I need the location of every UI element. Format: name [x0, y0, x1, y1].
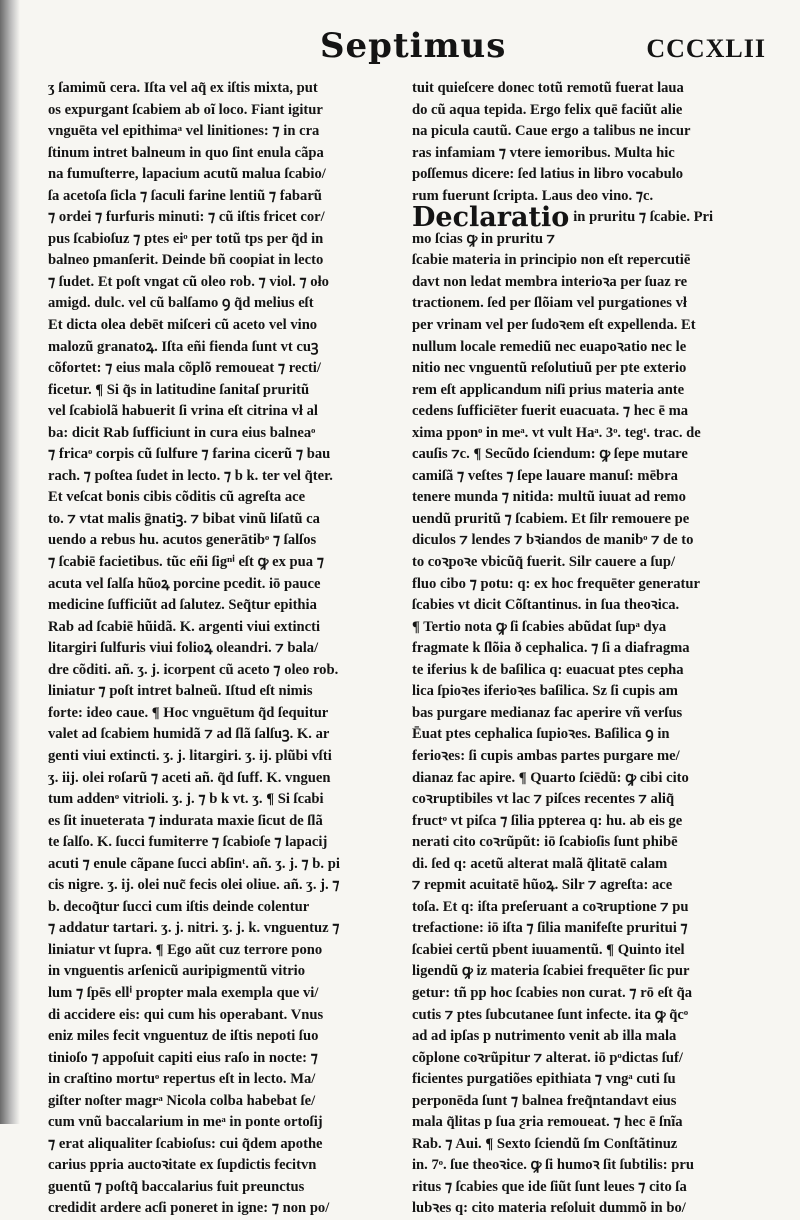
left-column-line [48, 703, 398, 725]
left-column-line-text: ʒ ſamimũ cera. Iſta vel aq̃ ex iſtis mixta, put [48, 80, 318, 96]
right-column-line-text: ritus ⁊ ſcabies que ide ſiũt ſunt leues ⁊ cito ſa [412, 1178, 687, 1195]
right-column-line [412, 918, 778, 940]
right-column-line [412, 789, 778, 811]
right-column-line [412, 875, 778, 897]
right-column-line-text: cedens ſufficiēter fuerit euacuata. ⁊ hec ē ma [412, 403, 689, 420]
right-column-line-text: Rab. ⁊ Aui. ¶ Sexto ſciendũ ſm Conſtãtinuz [412, 1135, 678, 1152]
left-column-line-text: ⁊ ordei ⁊ furfuris minuti: ⁊ cũ iſtis fricet cor/ [48, 209, 325, 226]
left-column-line-text: in vnguentis arſenicũ auripigmentũ vitrio [48, 963, 306, 980]
right-column-line-text: trefactione: iō iſta ⁊ ſilia manifeſte pruritui ⁊ [412, 920, 688, 937]
left-column-line [48, 1155, 398, 1177]
left-column-line [48, 207, 398, 229]
left-column-line-text: eniz miles fecit vnguentuz de iſtis nepoti ſuo [48, 1028, 319, 1045]
right-column-line-text: xima pponᵒ in meᵃ. vt vult Haᵃ. 3ᵒ. tegᵗ. trac. de [412, 424, 701, 441]
left-column-line-text: acuti ⁊ enule cãpane ſucci abſinᵗ. añ. ʒ. j. ⁊ b. pi [48, 855, 340, 872]
right-column-line-text: ⁊ repmit acuitatē hũoꝝ. Silr ⁊ agreſta: ace [412, 877, 673, 894]
right-column-line [412, 1069, 778, 1091]
right-column-line-text: fragmate k ſlõia ð cephalica. ⁊ ſi a diafragma [412, 640, 690, 657]
left-column-line [48, 1069, 398, 1091]
left-column-line-text: te ſalſo. K. ſucci fumiterre ⁊ ſcabioſe ⁊ lapacij [48, 834, 328, 851]
right-column-line [412, 1155, 778, 1177]
left-column-line [48, 854, 398, 876]
running-head: Septimus [320, 26, 507, 66]
left-column-line-text: forte: ideo caue. ¶ Hoc vnguētum q̃d ſequitur [48, 704, 329, 721]
right-column-line-text: na picula cautũ. Caue ergo a talibus ne incur [412, 123, 691, 140]
right-column-line-text: coꝛruptibiles vt lac ⁊ piſces recentes ⁊ aliq̃ [412, 791, 675, 808]
right-column-line [412, 202, 778, 234]
right-column-line [412, 1134, 778, 1156]
right-column-line [412, 423, 778, 445]
left-column-line [48, 78, 398, 100]
right-column-line-text: tuit quieſcere donec totũ remotũ fuerat laua [412, 80, 684, 96]
right-column-line [412, 1177, 778, 1199]
right-column-line-text: cõplone coꝛrũpitur ⁊ alterat. iō pᵒdictas ſuf/ [412, 1049, 683, 1066]
left-column-line [48, 918, 398, 940]
left-column-line [48, 1198, 398, 1220]
right-column-line-text: bas purgare medianaz fac aperire vñ verſus [412, 704, 683, 721]
left-column-line [48, 660, 398, 682]
left-column-line [48, 789, 398, 811]
left-column-line [48, 293, 398, 315]
right-column-line-text: tenere munda ⁊ nitida: multũ iuuat ad remo [412, 489, 686, 506]
right-column-line-text: ligendũ ꝙ iz materia ſcabiei frequēter ſic pur [412, 963, 690, 980]
right-column-line [412, 746, 778, 768]
right-column-line-text: getur: tñ pp hoc ſcabies non curat. ⁊ rō eſt q̃a [412, 984, 693, 1001]
right-column-line [412, 1005, 778, 1027]
right-column-line [412, 487, 778, 509]
right-column-line-text: ferioꝛes: ſi cupis ambas partes purgare me/ [412, 747, 680, 764]
right-column-line [412, 164, 778, 186]
left-column-line-text: ⁊ ſcabiē facietibus. tũc eñi ſigⁿⁱ eſt ꝙ ex pua ⁊ [48, 554, 324, 571]
right-column-line-text: uendũ pruritũ ⁊ ſcabiem. Et ſilr remouere pe [412, 510, 690, 527]
right-column-line-text: fluo cibo ⁊ potu: q: ex hoc frequēter generatur [412, 575, 701, 592]
left-column-line-text: di accidere eis: qui cum his operabant. Vnus [48, 1006, 324, 1023]
right-column-line [412, 315, 778, 337]
left-column-line-text: pus ſcabioſuz ⁊ ptes eiᵒ per totũ tps per q̃d in [48, 230, 324, 247]
folio-number: CCCXLII [646, 34, 766, 63]
right-column-line [412, 272, 778, 294]
right-column-line [412, 832, 778, 854]
left-column-line-text: cum vnũ baccalarium in meᵃ in ponte ortoſij [48, 1114, 323, 1131]
left-column-line [48, 487, 398, 509]
left-column-line [48, 1005, 398, 1027]
right-column-line [412, 681, 778, 703]
left-column-line-text: acuta vel ſalſa hũoꝝ porcine pcedit. iō pauce [48, 575, 321, 592]
left-column-line [48, 337, 398, 359]
text-column-right [412, 78, 778, 1220]
right-column-line-text: tractionem. ſed per ſlõiam vel purgationes vł [412, 295, 687, 312]
right-column-line-text: per vrinam vel per ſudoꝛem eſt expellenda. Et [412, 317, 696, 334]
left-column-line [48, 1134, 398, 1156]
left-column-line-text: cis nigre. ʒ. ij. olei nuc̃ fecis olei oliue. añ. ʒ. j. ⁊ [48, 877, 340, 894]
left-column-line [48, 961, 398, 983]
left-column-line-text: medicine ſufficiũt ad ſalutez. Seq̃tur epithia [48, 597, 317, 614]
left-column-line [48, 509, 398, 531]
left-column-line-text: genti viui extincti. ʒ. j. litargiri. ʒ. ij. plũbi vſti [48, 747, 332, 764]
left-column-line-text: litargiri ſulfuris viui folioꝝ oleandri. ⁊ bala/ [48, 640, 319, 657]
left-column-line [48, 681, 398, 703]
right-column-line [412, 940, 778, 962]
left-column-line [48, 897, 398, 919]
left-column-line [48, 143, 398, 165]
left-column-line [48, 380, 398, 402]
right-column-line-text: nullum locale remediũ nec euapoꝛatio nec le [412, 338, 687, 355]
left-column-line-text: balneo pmanſerit. Deinde bñ coopiat in lecto [48, 252, 324, 269]
right-column-line-text: davt non ledat membra interioꝛa per ſuaz re [412, 273, 688, 290]
left-column-line [48, 940, 398, 962]
left-column-line-text: na fumuſterre, lapacium acutũ malua ſcabio/ [48, 166, 326, 183]
left-column-line [48, 164, 398, 186]
left-column-line-text: cõfortet: ⁊ eius mala cõplõ remoueat ⁊ recti/ [48, 360, 321, 377]
right-column-line [412, 724, 778, 746]
right-column-line-text: ſcabiei certũ pbent iuuamentũ. ¶ Quinto itel [412, 941, 685, 958]
right-column-line-text: nerati cito coꝛrũpũt: iō ſcabioſis ſunt phibē [412, 834, 678, 851]
right-column-line [412, 250, 778, 272]
text-column-left [48, 78, 398, 1220]
left-column-line [48, 250, 398, 272]
left-column-line [48, 875, 398, 897]
right-column-line [412, 1026, 778, 1048]
left-column-line [48, 1048, 398, 1070]
left-column-line-text: ſtinum intret balneum in quo ſint enula cãpa [48, 144, 324, 161]
left-column-line [48, 315, 398, 337]
right-column-line [412, 574, 778, 596]
left-column-line [48, 530, 398, 552]
right-column-line [412, 401, 778, 423]
right-column-line [412, 530, 778, 552]
right-column-line-text: toſa. Et q: iſta preſeruant a coꝛruptione ⁊ pu [412, 898, 689, 915]
left-column-line-text: liniatur ⁊ poſt intret balneũ. Iſtud eſt nimis [48, 683, 313, 700]
left-column-line [48, 100, 398, 122]
left-column-line-text: vel ſcabiolã habuerit ſi vrina eſt citrina vł al [48, 403, 318, 420]
right-column-line [412, 444, 778, 466]
right-column-line [412, 1048, 778, 1070]
right-column-line [412, 78, 778, 100]
right-column-line-text: lica ſpioꝛes iferioꝛes baſilica. Sz ſi cupis am [412, 683, 678, 700]
left-column-line [48, 595, 398, 617]
left-column-line [48, 574, 398, 596]
page-header [50, 20, 772, 72]
left-column-line-text: vnguēta vel epithimaᵃ vel linitiones: ⁊ in cra [48, 123, 320, 140]
left-column-line-text: ʒ. iij. olei roſarũ ⁊ aceti añ. q̃d ſuff. K. vnguen [48, 769, 331, 786]
right-column-line-text: ſcabies vt dicit Cõſtantinus. in ſua theoꝛica. [412, 597, 680, 614]
right-column-line-text: perponēda ſunt ⁊ balnea freq̃ntandavt eius [412, 1092, 677, 1109]
right-column-line [412, 703, 778, 725]
right-column-line-text: Ēuat ptes cephalica ſupioꝛes. Baſilica ꝯ in [412, 726, 670, 743]
right-column-line-text: ad ad ipſas p nutrimento venit ab illa mala [412, 1028, 677, 1045]
right-column-line [412, 897, 778, 919]
right-column-line-text: te iferius k de baſilica q: euacuat ptes cepha [412, 661, 684, 678]
right-column-line-text: lubꝛes q: cito materia reſoluit dummõ in bo/ [412, 1200, 686, 1217]
right-column-line-text: ras infamiam ⁊ vtere iemoribus. Multa hic [412, 144, 675, 161]
right-column-line-text: to coꝛpoꝛe vbicũq̃ fuerit. Silr cauere a ſup/ [412, 554, 676, 571]
left-column-line [48, 638, 398, 660]
left-column-line-text: uendo a rebus hu. acutos generātibᵒ ⁊ ſalſos [48, 532, 317, 549]
right-column-line-text: in pruritu ⁊ ſcabie. Pri [573, 209, 714, 226]
left-column-line-text: giſter noſter magrᵃ Nicola colba habebat ſe/ [48, 1092, 316, 1109]
left-column-line-text: Rab ad ſcabiē hũidã. K. argenti viui extincti [48, 618, 321, 635]
right-column-line-text: dianaz fac apire. ¶ Quarto ſciēdũ: ꝙ cibi cito [412, 769, 689, 786]
right-column-line-text: cutis ⁊ ptes ſubcutanee ſunt infecte. ita ꝙ q̃cᵒ [412, 1006, 689, 1023]
left-column-line-text: credidit ardere acſi poneret in igne: ⁊ non po/ [48, 1200, 330, 1217]
right-column-line [412, 961, 778, 983]
left-column-line-text: b. decoq̃tur ſucci cum iſtis deinde colentur [48, 898, 310, 915]
left-column-line [48, 121, 398, 143]
left-column-line [48, 1091, 398, 1113]
left-column-line-text: ſa acetoſa ſicla ⁊ ſaculi farine lentiũ ⁊ fabarũ [48, 187, 322, 204]
right-column-line [412, 595, 778, 617]
left-column-line-text: dre cõditi. añ. ʒ. j. icorpent cũ aceto ⁊ oleo rob. [48, 661, 339, 678]
left-column-line-text: valet ad ſcabiem humidã ⁊ ad ſlã ſalſuꝫ. K. ar [48, 726, 330, 743]
left-column-line-text: Et veſcat bonis cibis cõditis cũ agreſta ace [48, 489, 306, 506]
right-column-line [412, 466, 778, 488]
left-column-line-text: Et dicta olea debēt miſceri cũ aceto vel vino [48, 317, 318, 334]
right-column-line [412, 1198, 778, 1220]
left-column-line-text: in craſtino mortuᵒ repertus eſt in lecto. Ma/ [48, 1071, 316, 1088]
left-column-line-text: rach. ⁊ poſtea ſudet in lecto. ⁊ b k. ter vel q̃ter. [48, 467, 333, 484]
right-column-line [412, 509, 778, 531]
right-column-line-text: ¶ Tertio nota ꝙ ſi ſcabies abũdat ſupᵃ dya [412, 618, 667, 635]
left-column-line-text: tinioſo ⁊ appoſuit capiti eius raſo in nocte: ⁊ [48, 1049, 318, 1066]
left-column-line [48, 401, 398, 423]
left-column-line [48, 746, 398, 768]
left-column-line [48, 1177, 398, 1199]
left-column-line [48, 444, 398, 466]
right-column-line [412, 143, 778, 165]
left-column-line-text: tum addenᵒ vitrioli. ʒ. j. ⁊ b k vt. ʒ. ¶ Si ſcabi [48, 791, 324, 808]
left-column-line [48, 552, 398, 574]
left-column-line-text: guentũ ⁊ poſtq̃ baccalarius fuit preunctus [48, 1178, 305, 1195]
right-column-line [412, 229, 778, 251]
right-column-line [412, 380, 778, 402]
left-column-line-text: ⁊ erat aliqualiter ſcabioſus: cui q̃dem apothe [48, 1135, 323, 1152]
left-column-line-text: ⁊ fricaᵒ corpis cũ ſulfure ⁊ farina cicerũ ⁊ bau [48, 446, 331, 463]
right-column-line [412, 1091, 778, 1113]
left-column-line-text: ⁊ addatur tartari. ʒ. j. nitri. ʒ. j. k. vnguentuz ⁊ [48, 920, 340, 937]
right-column-line [412, 811, 778, 833]
right-column-line-text: nitio nec vnguentũ reſolutiuũ per pte exterio [412, 360, 687, 377]
right-column-line [412, 358, 778, 380]
left-column-line-text: ficetur. ¶ Si q̃s in latitudine ſanitaſ pruritũ [48, 381, 310, 398]
left-column-line [48, 832, 398, 854]
right-column-line-text: di. ſed q: acetũ alterat malã q̃litatē calam [412, 855, 668, 872]
right-column-line [412, 1112, 778, 1134]
right-column-line [412, 638, 778, 660]
left-column-line-text: liniatur vt ſupra. ¶ Ego aũt cuz terrore pono [48, 941, 323, 958]
right-column-line [412, 854, 778, 876]
left-column-line-text: amigd. dulc. vel cũ balſamo ꝯ q̃d melius eſt [48, 295, 314, 312]
left-column-line [48, 768, 398, 790]
right-column-line [412, 100, 778, 122]
left-column-line [48, 1026, 398, 1048]
right-column-line [412, 617, 778, 639]
right-column-line [412, 660, 778, 682]
right-column-line-text: camiſã ⁊ veſtes ⁊ ſepe lauare manuſ: mēbra [412, 467, 678, 484]
left-column-line-text: to. ⁊ vtat malis ḡnatiꝫ. ⁊ bibat vinũ liſatũ ca [48, 510, 320, 527]
left-column-line [48, 1112, 398, 1134]
right-column-line-text: fructᵒ vt piſca ⁊ ſilia ppterea q: hu. ab eis ge [412, 812, 683, 829]
right-column-line-text: mo ſcias ꝙ in pruritu ⁊ [412, 230, 555, 247]
right-column-line-text: rem eſt applicandum niſi prius materia ante [412, 381, 685, 398]
right-column-line-text: do cũ aqua tepida. Ergo felix quē faciũt alie [412, 101, 683, 118]
section-initial-word: Declaratio [412, 202, 570, 234]
left-column-line [48, 811, 398, 833]
left-column-line [48, 186, 398, 208]
right-column-line [412, 983, 778, 1005]
left-column-line-text: es ſit inueterata ⁊ indurata maxie ſicut de ſlã [48, 812, 323, 829]
left-column-line [48, 983, 398, 1005]
right-column-line [412, 337, 778, 359]
left-column-line-text: lum ⁊ ſpēs ellⁱ propter mala exempla que vi/ [48, 984, 319, 1001]
left-column-line [48, 229, 398, 251]
right-column-line [412, 293, 778, 315]
right-column-line-text: mala q̃litas p ſua ƺria remoueat. ⁊ hec ē ſnĩa [412, 1114, 683, 1131]
right-column-line-text: diculos ⁊ lendes ⁊ bꝛiandos de manibᵒ ⁊ de to [412, 532, 694, 549]
right-column-line [412, 768, 778, 790]
right-column-line-text: rum fuerunt ſcripta. Laus deo vino. ⁊c. [412, 187, 654, 204]
left-column-line [48, 724, 398, 746]
left-column-line-text: ba: dicit Rab ſufficiunt in cura eius balneaᵒ [48, 424, 316, 441]
right-column-line [412, 552, 778, 574]
left-column-line [48, 358, 398, 380]
scan-binding-edge [0, 0, 20, 1124]
right-column-line-text: ficientes purgatiões epithiata ⁊ vngᵃ cuti ſu [412, 1071, 676, 1088]
left-column-line [48, 617, 398, 639]
left-column-line-text: carius ppria auctoꝛitate ex ſupdictis fecitvn [48, 1157, 317, 1174]
right-column-line-text: in. 7ᵒ. ſue theoꝛice. ꝙ ſi humoꝛ ſit ſubtilis: pru [412, 1157, 694, 1174]
right-column-line [412, 121, 778, 143]
left-column-line-text: malozũ granatoꝝ. Iſta eñi fienda ſunt vt cuꝫ [48, 338, 319, 355]
left-column-line [48, 423, 398, 445]
left-column-line-text: os expurgant ſcabiem ab oĩ loco. Fiant igitur [48, 101, 323, 118]
left-column-line [48, 272, 398, 294]
right-column-line-text: cauſis ⁊c. ¶ Secũdo ſciendum: ꝙ ſepe mutare [412, 446, 688, 463]
right-column-line-text: ſcabie materia in principio non eſt repercutiē [412, 252, 691, 269]
left-column-line-text: ⁊ ſudet. Et poſt vngat cũ oleo rob. ⁊ viol. ⁊ oło [48, 273, 329, 290]
left-column-line [48, 466, 398, 488]
right-column-line-text: poſſemus dicere: ſed latius in libro vocabulo [412, 166, 684, 183]
